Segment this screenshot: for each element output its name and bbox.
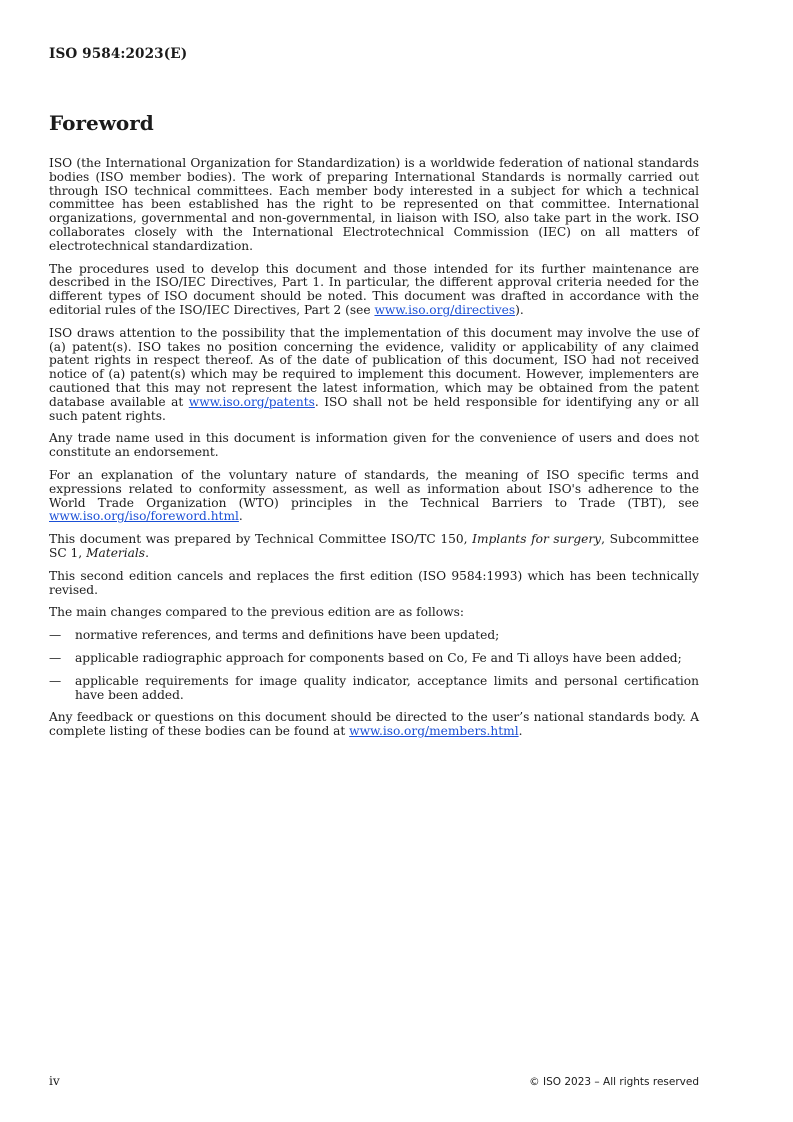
list-item [49,652,699,666]
patents-link[interactable]: www.iso.org/patents [188,394,315,409]
paragraph-text: ). [515,302,524,317]
paragraph-text: This document was prepared by Technical Committee ISO/TC 150, [49,532,473,547]
paragraph-committee [49,533,699,561]
list-item-text: applicable radiographic approach for components based on Co, Fe and Ti alloys have been added; [75,650,682,665]
paragraph-text: ISO draws attention to the possibility that the implementation of this document may involve the use of (a) patent(s). ISO takes no position concerning the evidence, validity or applicability of any claimed patent rights in respect thereof. As of the date of publication of this document, ISO had not received notice of (a) patent(s) which may be required to implement this document. However, implementers are cautioned that this may not represent the latest information, which may be obtained from the patent database available at [49,325,699,409]
paragraph-text: . [145,545,149,560]
paragraph-voluntary [49,469,699,524]
members-link[interactable]: www.iso.org/members.html [349,724,519,739]
directives-link[interactable]: www.iso.org/directives [374,302,516,317]
page-title: Foreword [49,111,154,135]
paragraph-text: Any feedback or questions on this document should be directed to the user’s national standards body. A complete listing of these bodies can be found at [49,710,699,739]
committee-name: Implants for surgery [472,532,602,547]
list-item [49,675,699,703]
dash-bullet: — [49,673,62,688]
list-item-text: applicable requirements for image quality indicator, acceptance limits and personal certification have been added. [75,673,699,702]
paragraph-text: . [518,724,523,739]
list-item [49,629,699,643]
paragraph-feedback [49,711,699,739]
paragraph-text: , Subcommittee SC 1, [49,532,699,560]
page-number: iv [49,1074,60,1088]
paragraph-patents [49,327,699,424]
dash-bullet: — [49,650,62,665]
subcommittee-name: Materials [86,545,146,560]
paragraph-text: For an explanation of the voluntary nature of standards, the meaning of ISO specific terms and expressions related to conformity assessment, as well as information about ISO's adherence to the World Trade Organization (WTO) principles in the Technical Barriers to Trade (TBT), see [49,467,699,510]
paragraph-text: . [238,509,243,524]
list-item-text: normative references, and terms and definitions have been updated; [75,628,500,643]
foreword-link[interactable]: www.iso.org/iso/foreword.html [49,509,239,524]
foreword-body [49,157,699,748]
dash-bullet: — [49,628,62,643]
document-id: ISO 9584:2023(E) [49,46,188,62]
paragraph-changes-intro: The main changes compared to the previous edition are as follows: [49,605,464,620]
paragraph-text: . ISO shall not be held responsible for identifying any or all such patent rights. [49,394,699,423]
paragraph-text: The procedures used to develop this document and those intended for its further maintenance are described in the ISO/IEC Directives, Part 1. In particular, the different approval criteria needed for the different types of ISO document should be noted. This document was drafted in accordance with the editorial rules of the ISO/IEC Directives, Part 2 (see [49,261,699,317]
paragraph-edition: This second edition cancels and replaces the first edition (ISO 9584:1993) which has been technically revised. [49,568,699,597]
paragraph-iso-intro: ISO (the International Organization for Standardization) is a worldwide federation of national standards bodies (ISO member bodies). The work of preparing International Standards is normally carried out through ISO technical committees. Each member body interested in a subject for which a technical committee has been established has the right to be represented on that committee. International organizations, governmental and non-governmental, in liaison with ISO, also take part in the work. ISO collaborates closely with the International Electrotechnical Commission (IEC) on all matters of electrotechnical standardization. [49,156,699,253]
paragraph-procedures [49,263,699,318]
paragraph-trade-name: Any trade name used in this document is information given for the convenience of users and does not constitute an endorsement. [49,431,699,460]
copyright-notice: © ISO 2023 – All rights reserved [529,1076,699,1088]
